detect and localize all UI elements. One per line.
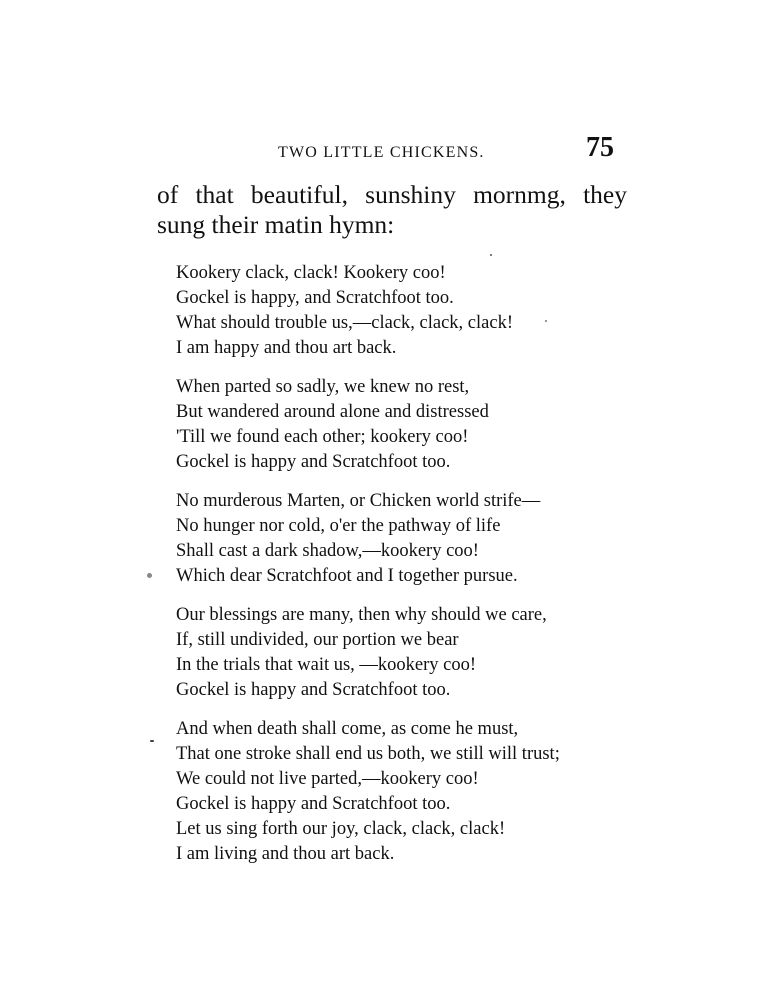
- verse-line: If, still undivided, our portion we bear: [176, 630, 459, 650]
- stanza: [176, 375, 596, 475]
- page-number: 75: [586, 132, 614, 163]
- verse-line: That one stroke shall end us both, we still will trust;: [176, 744, 560, 764]
- prose-line: sung their matin hymn:: [157, 210, 395, 239]
- verse-line: Shall cast a dark shadow,—kookery coo!: [176, 541, 479, 561]
- verse-line: I am living and thou art back.: [176, 844, 395, 864]
- prose-paragraph: [157, 180, 627, 240]
- verse-line: 'Till we found each other; kookery coo!: [176, 427, 469, 447]
- verse-line: We could not live parted,—kookery coo!: [176, 769, 479, 789]
- verse-line: Gockel is happy and Scratchfoot too.: [176, 680, 451, 700]
- stanza: [176, 717, 596, 867]
- verse-line: No murderous Marten, or Chicken world strife—: [176, 491, 541, 511]
- verse-line: No hunger nor cold, o'er the pathway of life: [176, 516, 501, 536]
- running-title: TWO LITTLE CHICKENS.: [278, 144, 485, 161]
- verse-line: When parted so sadly, we knew no rest,: [176, 377, 470, 397]
- print-speck: [150, 740, 154, 742]
- verse-line: But wandered around alone and distressed: [176, 402, 489, 422]
- verse-line: What should trouble us,—clack, clack, clack!: [176, 313, 513, 333]
- verse-line: Gockel is happy and Scratchfoot too.: [176, 794, 451, 814]
- verse-line: In the trials that wait us, —kookery coo!: [176, 655, 477, 675]
- stanza: [176, 261, 596, 361]
- stanza: [176, 603, 596, 703]
- prose-line: of that beautiful, sunshiny mornmg, they: [157, 180, 627, 209]
- print-speck: [147, 573, 152, 578]
- verse-line: Kookery clack, clack! Kookery coo!: [176, 263, 446, 283]
- verse-line: Our blessings are many, then why should we care,: [176, 605, 547, 625]
- verse-line: And when death shall come, as come he must,: [176, 719, 519, 739]
- verse-line: Which dear Scratchfoot and I together pursue.: [176, 566, 518, 586]
- verse-line: Gockel is happy and Scratchfoot too.: [176, 452, 451, 472]
- print-speck: [545, 320, 547, 322]
- verse-line: Let us sing forth our joy, clack, clack, clack!: [176, 819, 506, 839]
- stanza: [176, 489, 596, 589]
- verse-line: I am happy and thou art back.: [176, 338, 397, 358]
- verse-line: Gockel is happy, and Scratchfoot too.: [176, 288, 454, 308]
- poem: [176, 261, 596, 881]
- print-speck: [490, 254, 492, 256]
